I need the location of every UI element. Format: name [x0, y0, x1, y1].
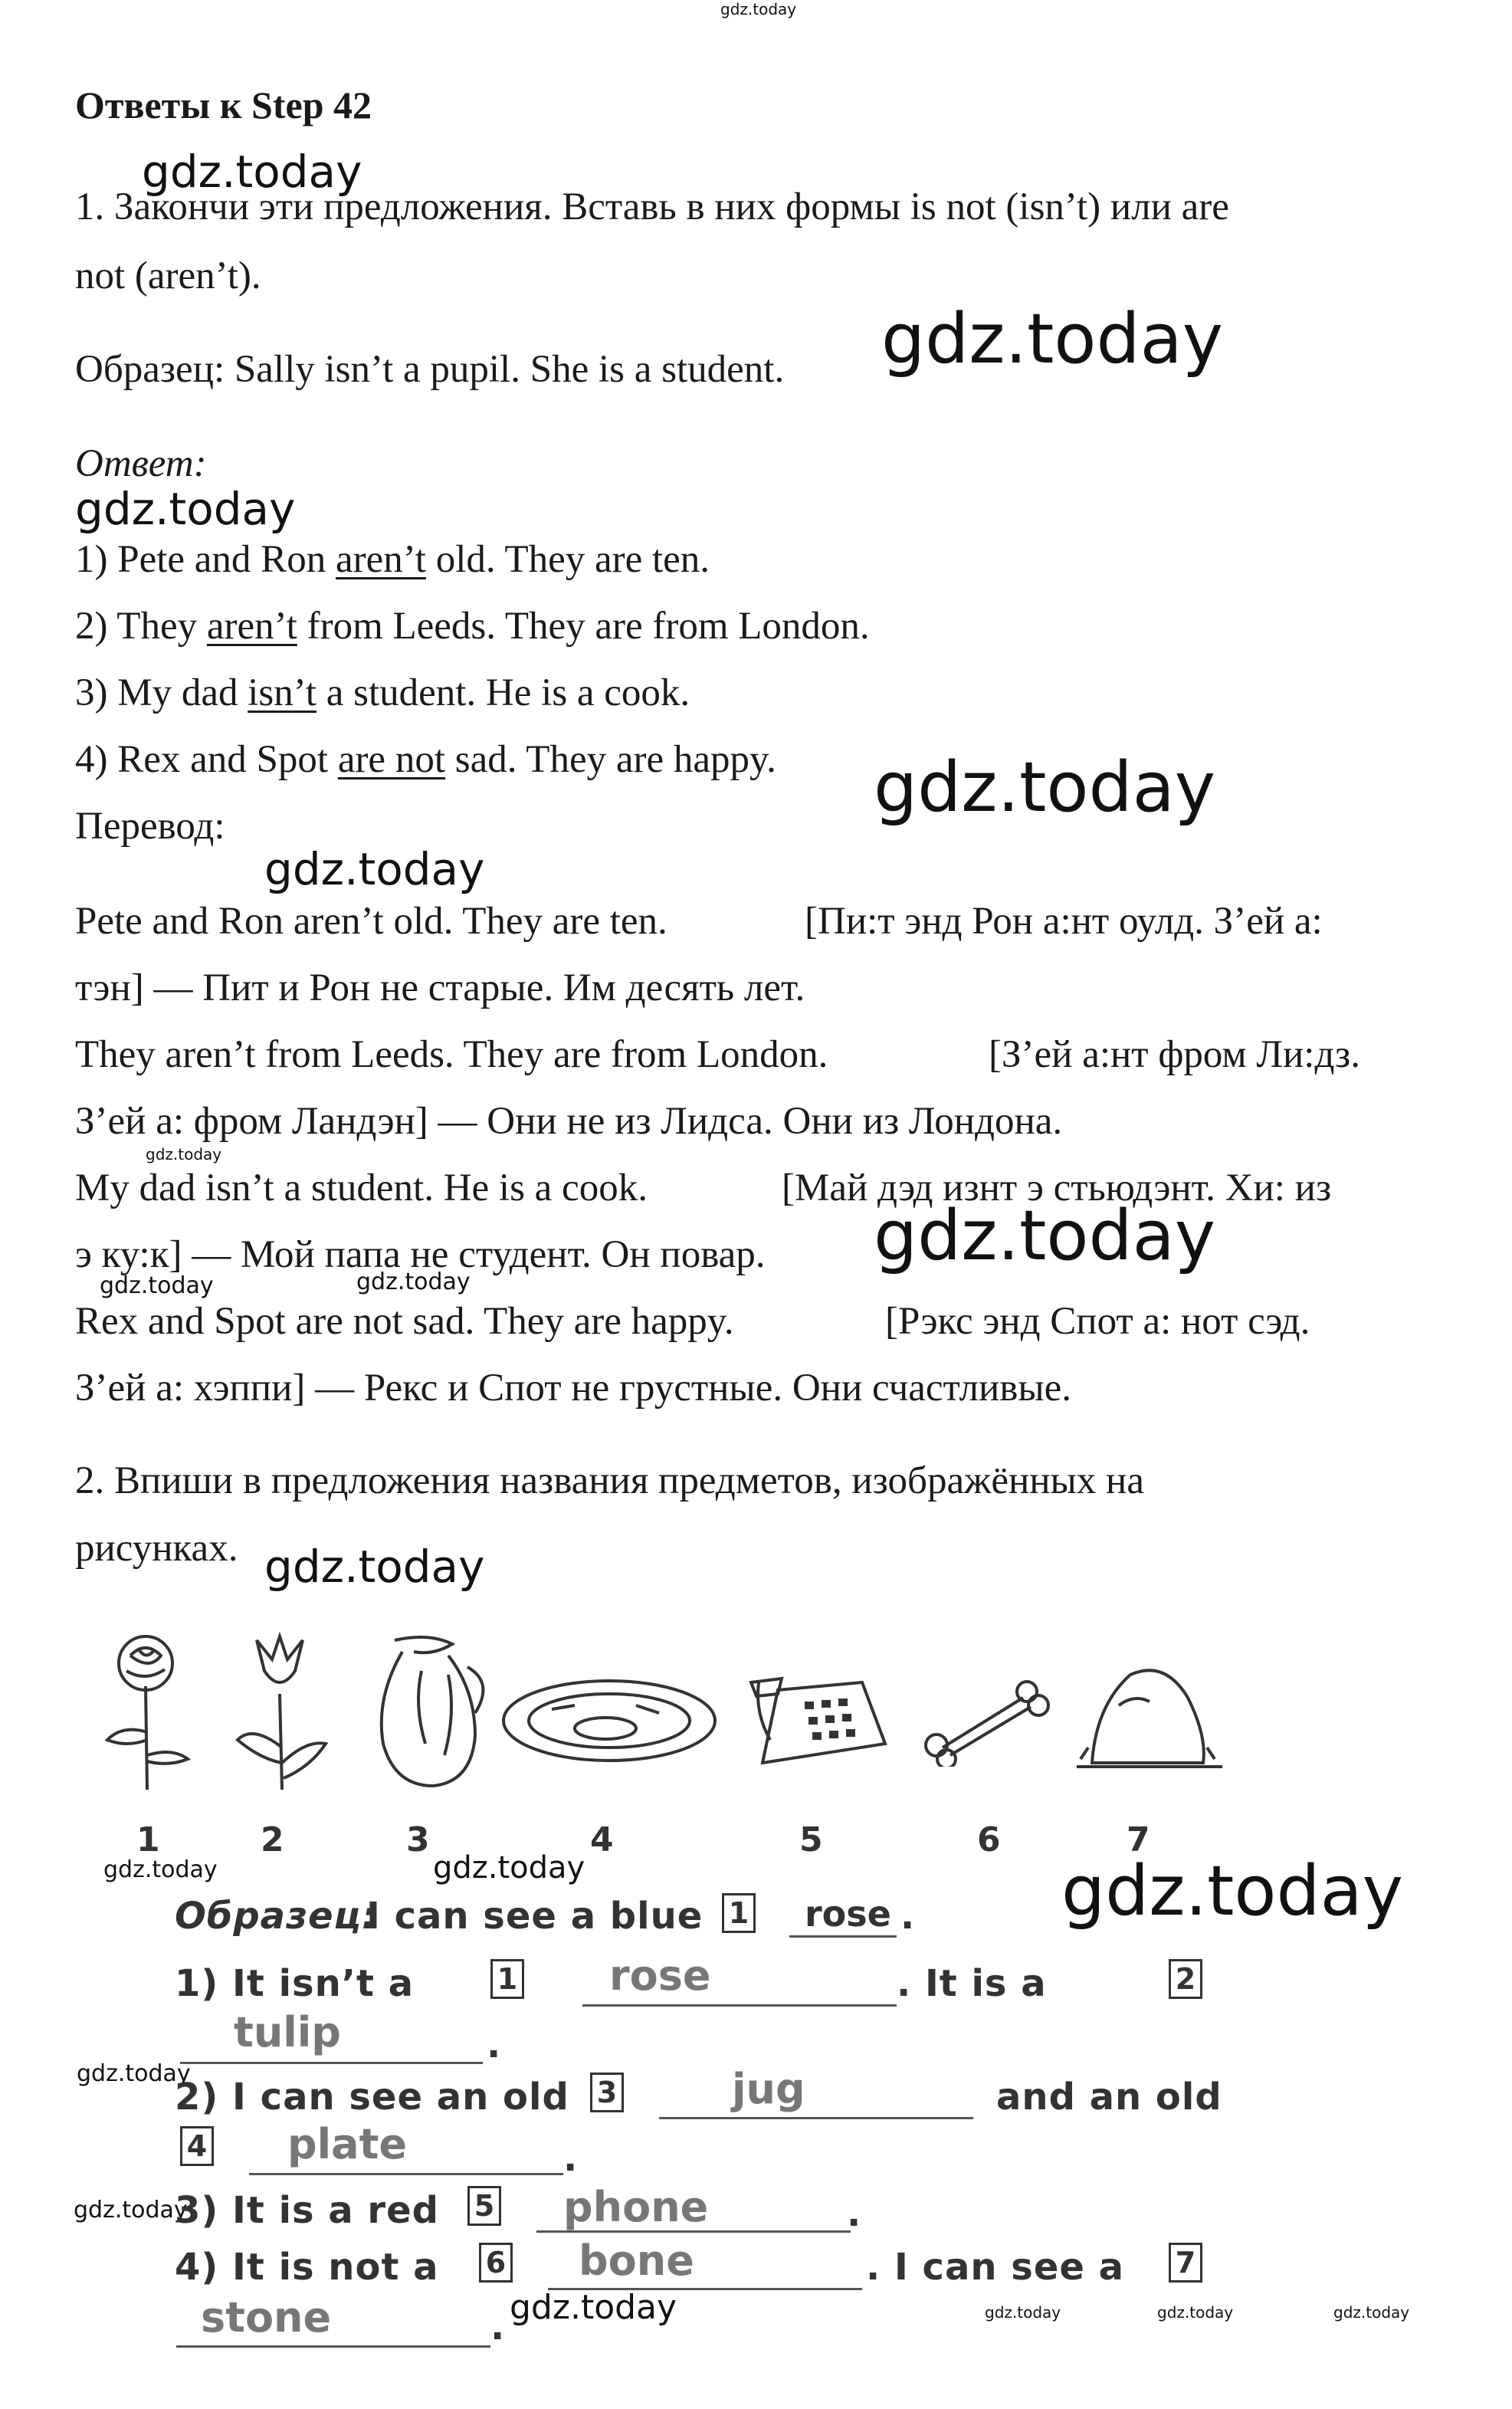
watermark: gdz.today	[1333, 2303, 1410, 2322]
watermark: gdz.today	[356, 1268, 471, 1295]
watermark: gdz.today	[264, 843, 485, 895]
watermark: gdz.today	[1157, 2303, 1234, 2322]
answer-line	[176, 2345, 490, 2348]
example-answer: rose	[805, 1893, 891, 1935]
answer-line	[180, 2062, 483, 2064]
watermark-top: gdz.today	[720, 0, 797, 18]
page-title: Ответы к Step 42	[75, 84, 372, 126]
task2-title-line2: рисунках.	[75, 1527, 238, 1570]
watermark: gdz.today	[874, 747, 1216, 828]
exercise-example-end: .	[900, 1895, 916, 1938]
translation-2-en: They aren’t from Leeds. They are from London.	[75, 1033, 828, 1076]
answer-line	[789, 1935, 897, 1938]
tulip-icon	[222, 1625, 337, 1794]
picture-number: 2	[261, 1820, 284, 1859]
translation-3-tr2: э ку:к] — Мой папа не студент. Он повар.	[75, 1233, 766, 1276]
picture-number: 5	[799, 1820, 823, 1859]
jug-icon	[360, 1629, 490, 1790]
exercise-3-end: .	[847, 2192, 862, 2235]
exercise-3-text: 3) It is a red	[175, 2189, 439, 2232]
watermark: gdz.today	[881, 299, 1224, 379]
translation-4-en: Rex and Spot are not sad. They are happy.	[75, 1300, 734, 1343]
exercise-example-label: Образец:	[175, 1895, 378, 1938]
answer-4: 4) Rex and Spot are not sad. They are happy.	[75, 738, 776, 781]
answer-line	[536, 2230, 851, 2233]
watermark: gdz.today	[142, 146, 362, 198]
picture-number: 1	[136, 1820, 160, 1859]
answer-plate: plate	[287, 2120, 408, 2168]
answer-rose: rose	[609, 1951, 711, 2000]
watermark: gdz.today	[874, 1196, 1216, 1276]
exercise-2-text2: and an old	[996, 2076, 1222, 2119]
watermark: gdz.today	[75, 483, 296, 535]
answer-line	[249, 2173, 563, 2175]
translation-4-tr2: З’ей а: хэппи] — Рекс и Спот не грустные. Они счастливые.	[75, 1367, 1072, 1410]
translation-3-en: My dad isn’t a student. He is a cook.	[75, 1167, 648, 1209]
exercise-1-text2: . It is a	[897, 1962, 1047, 2005]
bone-icon	[920, 1675, 1050, 1767]
answer-1: 1) Pete and Ron aren’t old. They are ten.	[75, 538, 710, 581]
number-box: 6	[479, 2243, 513, 2283]
watermark: gdz.today	[433, 1850, 585, 1886]
number-box: 1	[722, 1893, 756, 1933]
answer-3: 3) My dad isn’t a student. He is a cook.	[75, 671, 690, 714]
phone-icon	[747, 1667, 893, 1774]
watermark: gdz.today	[985, 2303, 1061, 2322]
exercise-1-end: .	[487, 2023, 502, 2066]
answer-2: 2) They aren’t from Leeds. They are from London.	[75, 605, 870, 648]
number-box: 5	[467, 2186, 501, 2226]
picture-number: 3	[406, 1820, 430, 1859]
translation-label: Перевод:	[75, 805, 225, 848]
translation-2-tr2: З’ей а: фром Ландэн] — Они не из Лидса. Они из Лондона.	[75, 1100, 1063, 1143]
exercise-4-end: .	[490, 2306, 506, 2348]
translation-2-tr1: [З’ей а:нт фром Ли:дз.	[989, 1033, 1360, 1076]
answer-stone: stone	[201, 2293, 332, 2342]
stone-icon	[1073, 1659, 1226, 1774]
exercise-1-text: 1) It isn’t a	[175, 1962, 415, 2005]
number-box: 1	[490, 1959, 524, 1999]
task1-example: Образец: Sally isn’t a pupil. She is a student.	[75, 348, 785, 391]
translation-1-tr1: [Пи:т энд Рон а:нт оулд. З’ей а:	[805, 900, 1323, 943]
exercise-4-text2: . I can see a	[866, 2246, 1125, 2289]
answer-line	[659, 2117, 973, 2119]
exercise-example-text: I can see a blue	[366, 1895, 704, 1938]
picture-number: 6	[977, 1820, 1001, 1859]
translation-4-tr1: [Рэкс энд Спот а: нот сэд.	[885, 1300, 1310, 1343]
watermark: gdz.today	[103, 1856, 218, 1883]
answer-phone: phone	[563, 2183, 709, 2231]
watermark: gdz.today	[77, 2060, 191, 2087]
watermark: gdz.today	[264, 1541, 485, 1593]
picture-number: 4	[590, 1820, 614, 1859]
watermark: gdz.today	[510, 2288, 677, 2327]
translation-1-en: Pete and Ron aren’t old. They are ten.	[75, 900, 667, 943]
exercise-2-text: 2) I can see an old	[175, 2076, 569, 2119]
answer-bone: bone	[579, 2237, 694, 2285]
answer-jug: jug	[732, 2065, 805, 2113]
watermark: gdz.today	[146, 1145, 222, 1163]
answer-tulip: tulip	[234, 2008, 341, 2056]
picture-number: 7	[1127, 1820, 1150, 1859]
rose-icon	[84, 1625, 207, 1794]
number-box: 7	[1169, 2243, 1202, 2283]
translation-3-tr1: [Май дэд изнт э стьюдэнт. Хи: из	[782, 1167, 1332, 1209]
number-box: 4	[180, 2126, 214, 2166]
exercise-4-text: 4) It is not a	[175, 2246, 439, 2289]
plate-icon	[498, 1675, 720, 1767]
translation-1-tr2: тэн] — Пит и Рон не старые. Им десять лет.	[75, 967, 805, 1009]
answer-line	[582, 2004, 897, 2007]
task1-title-line2: not (aren’t).	[75, 254, 261, 297]
task1-title-line1: 1. Закончи эти предложения. Вставь в них формы is not (isn’t) или are	[75, 185, 1229, 228]
watermark: gdz.today	[100, 1272, 214, 1299]
exercise-2-end: .	[563, 2137, 579, 2180]
task2-title-line1: 2. Впиши в предложения названия предметов, изображённых на	[75, 1459, 1144, 1502]
answer-label: Ответ:	[75, 442, 207, 485]
watermark: gdz.today	[1061, 1851, 1404, 1931]
watermark: gdz.today	[74, 2197, 188, 2224]
number-box: 3	[590, 2073, 624, 2112]
number-box: 2	[1169, 1959, 1202, 1999]
